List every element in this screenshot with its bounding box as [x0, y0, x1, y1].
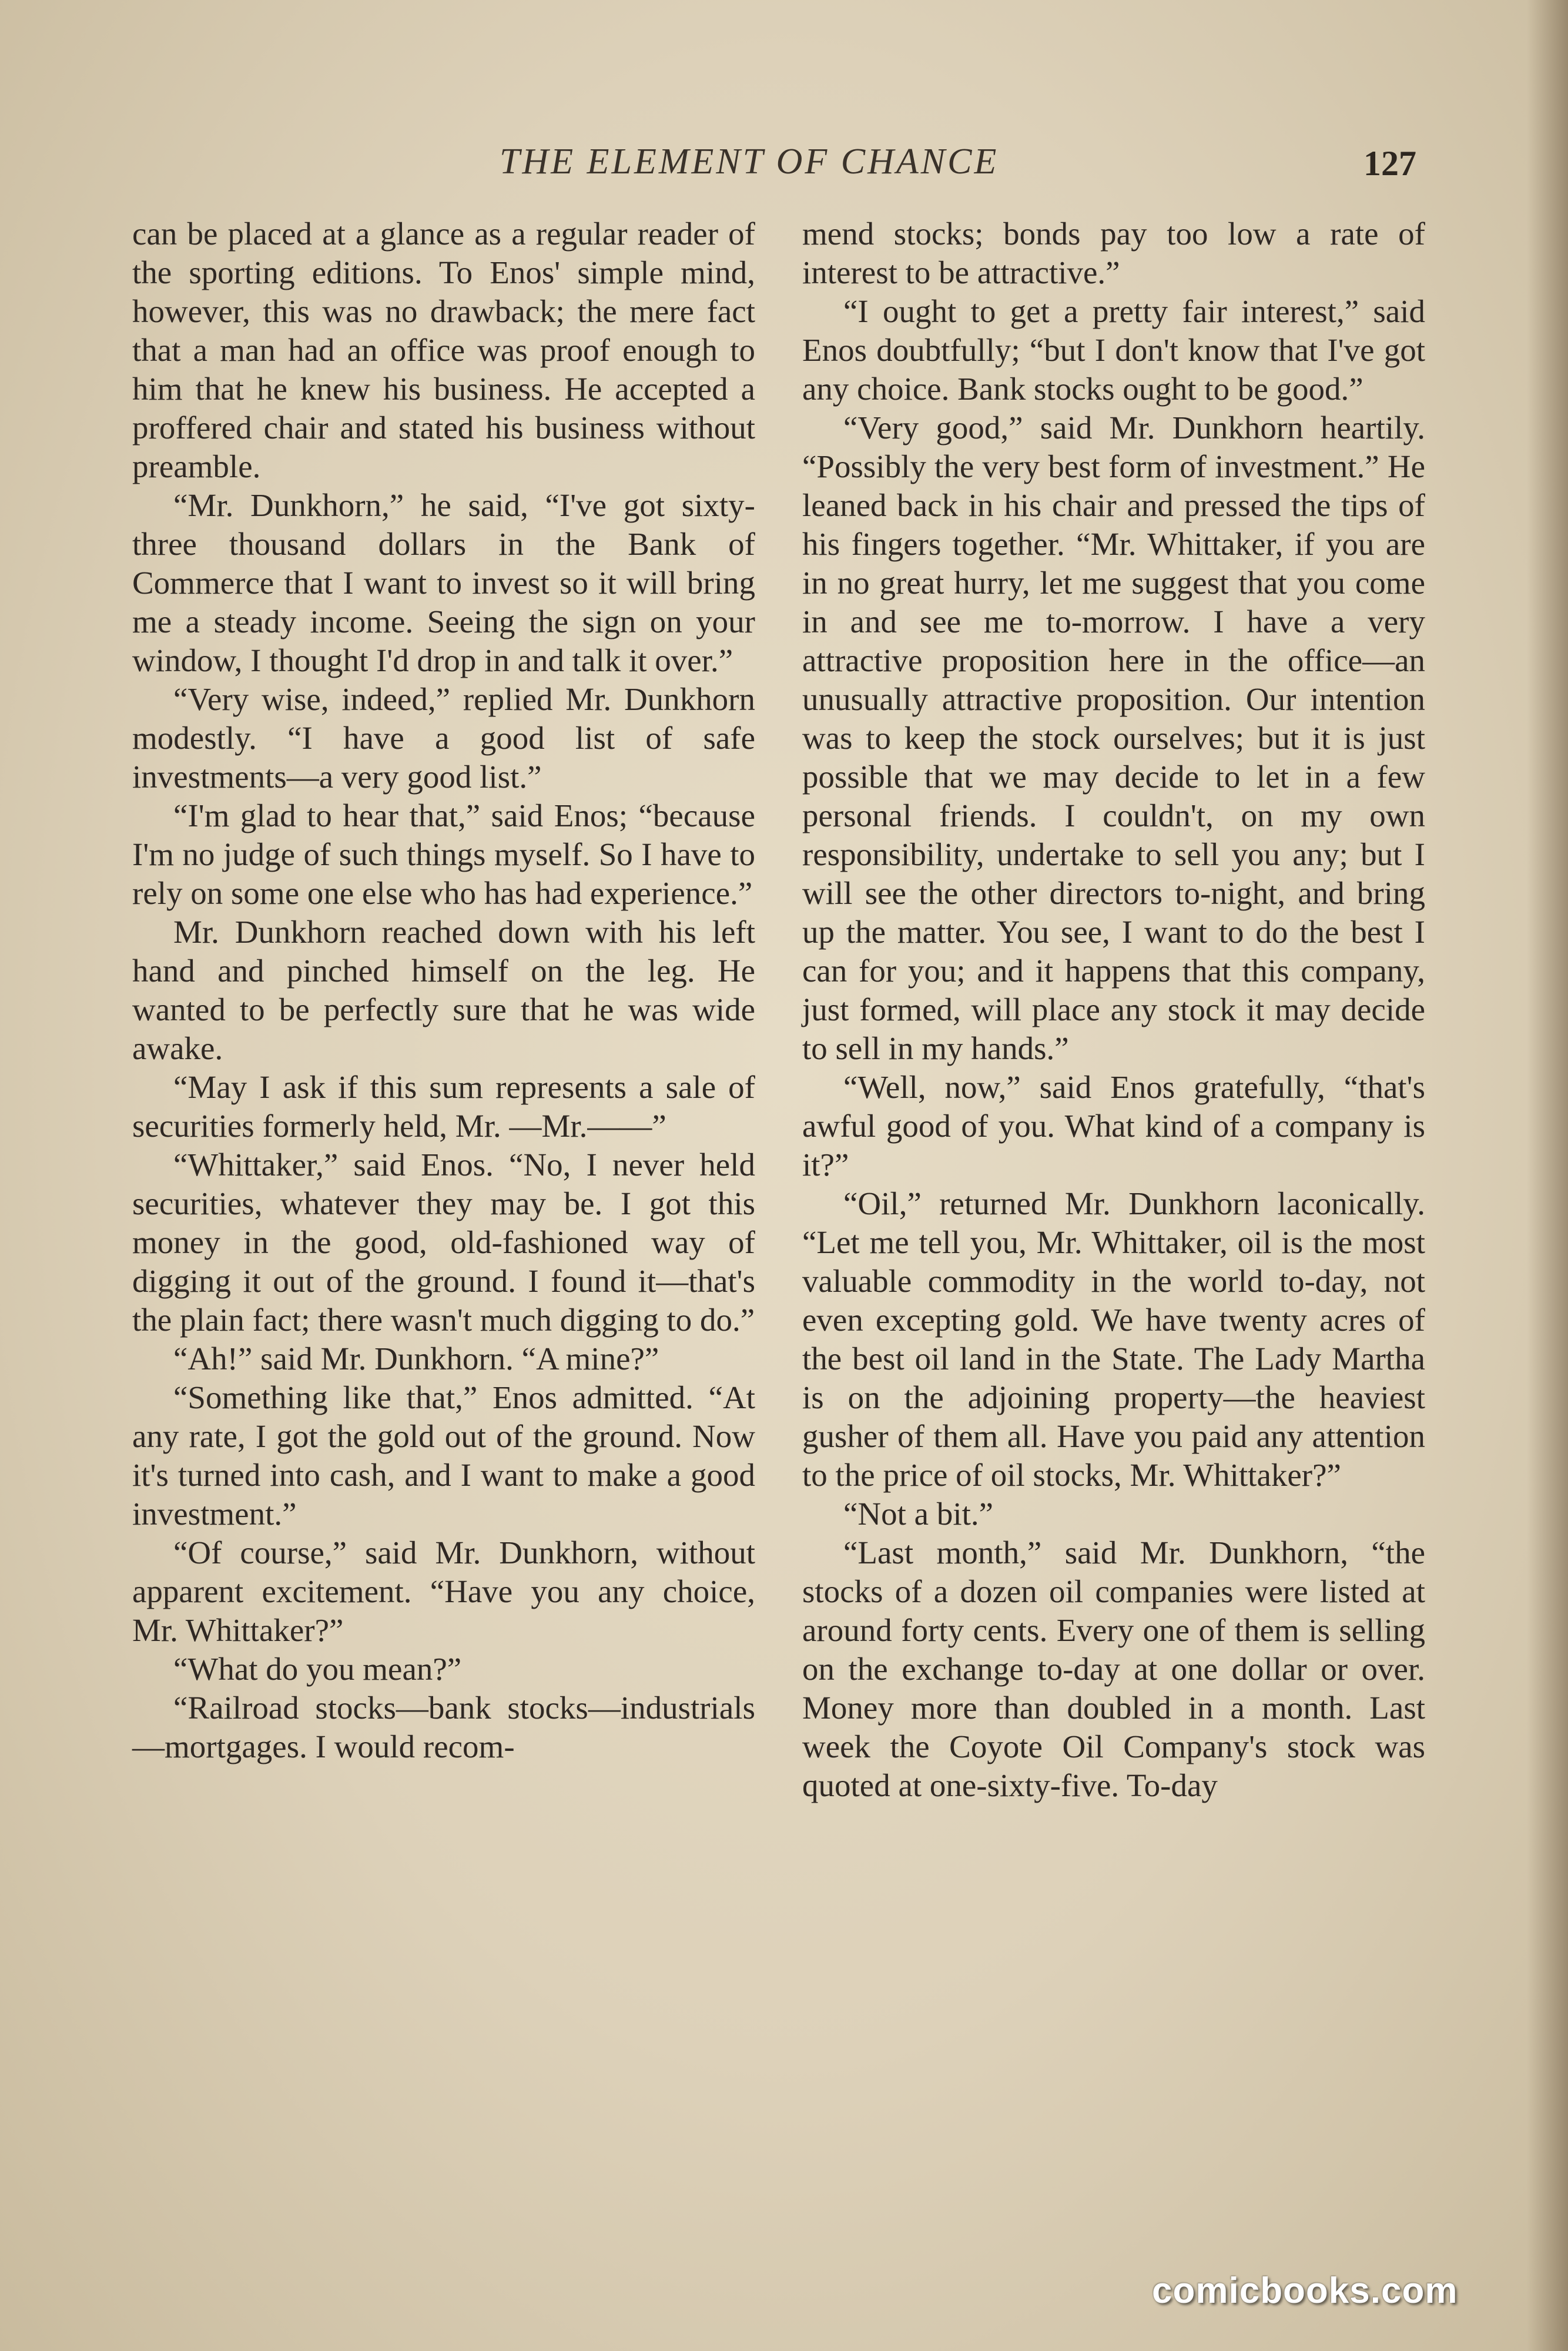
paragraph: “Very wise, indeed,” replied Mr. Dunkhorn modestly. “I have a good list of safe investments—a very good list.” [132, 681, 755, 795]
page-spine-shadow [1527, 0, 1568, 2351]
paragraph: “Very good,” said Mr. Dunkhorn heartily. “Possibly the very best form of investment.” He leaned back in his chair and pressed the tips of his fingers together. “Mr. Whittaker, if you are in no great hurry, let me suggest that you come in and see me to-morrow. I have a very attractive proposition here in the office—an unusually attractive proposition. Our intention was to keep the stock ourselves; but it is just possible that we may decide to let in a few personal friends. I couldn't, on my own responsibility, undertake to sell you any; but I will see the other directors to-night, and bring up the matter. You see, I want to do the best I can for you; and it happens that this company, just formed, will place any stock it may decide to sell in my hands.” [802, 410, 1425, 1066]
paragraph: “I'm glad to hear that,” said Enos; “because I'm no judge of such things myself. So I have to rely on some one else who has had experience.” [132, 798, 755, 911]
page-number: 127 [1363, 144, 1416, 183]
paragraph: “Whittaker,” said Enos. “No, I never held securities, whatever they may be. I got this money in the good, old-fashioned way of digging it out of the ground. I found it—that's the plain fact; there wasn't much digging to do.” [132, 1147, 755, 1338]
running-title: THE ELEMENT OF CHANCE [500, 142, 999, 182]
paragraph: “I ought to get a pretty fair interest,” said Enos doubtfully; “but I don't know that I've got any choice. Bank stocks ought to be good.” [802, 293, 1425, 407]
site-watermark: comicbooks.com [1152, 2270, 1458, 2311]
paragraph: “May I ask if this sum represents a sale of securities formerly held, Mr. —Mr.——” [132, 1069, 755, 1144]
paragraph: “Oil,” returned Mr. Dunkhorn laconically. “Let me tell you, Mr. Whittaker, oil is the most valuable commodity in the world to-day, not even excepting gold. We have twenty acres of the best oil land in the State. The Lady Martha is on the adjoining property—the heaviest gusher of them all. Have you paid any attention to the price of oil stocks, Mr. Whittaker?” [802, 1185, 1425, 1493]
paragraph: “Something like that,” Enos admitted. “At any rate, I got the gold out of the ground. Now it's turned into cash, and I want to make a good investment.” [132, 1379, 755, 1532]
paragraph: “Last month,” said Mr. Dunkhorn, “the stocks of a dozen oil companies were listed at around forty cents. Every one of them is selling on the exchange to-day at one dollar or over. Money more than doubled in a month. Last week the Coyote Oil Company's stock was quoted at one-sixty-five. To-day [802, 1535, 1425, 1803]
paragraph: “Railroad stocks—bank stocks—industrials—mortgages. I would recom- [132, 1690, 755, 1764]
paragraph: “Mr. Dunkhorn,” he said, “I've got sixty-three thousand dollars in the Bank of Commerce that I want to invest so it will bring me a steady income. Seeing the sign on your window, I thought I'd drop in and talk it over.” [132, 487, 755, 678]
running-head [0, 141, 1568, 194]
paragraph: “Well, now,” said Enos gratefully, “that's awful good of you. What kind of a company is it?” [802, 1069, 1425, 1183]
left-text-column [132, 215, 755, 1766]
paragraph: Mr. Dunkhorn reached down with his left hand and pinched himself on the leg. He wanted to be perfectly sure that he was wide awake. [132, 914, 755, 1066]
paragraph: can be placed at a glance as a regular reader of the sporting editions. To Enos' simple mind, however, this was no drawback; the mere fact that a man had an office was proof enough to him that he knew his business. He accepted a proffered chair and stated his business without preamble. [132, 216, 755, 484]
paragraph: “Not a bit.” [843, 1496, 994, 1532]
paragraph: “Of course,” said Mr. Dunkhorn, without apparent excitement. “Have you any choice, Mr. Whittaker?” [132, 1535, 755, 1648]
right-text-column [802, 215, 1425, 1805]
paragraph: mend stocks; bonds pay too low a rate of interest to be attractive.” [802, 216, 1425, 290]
paragraph: “Ah!” said Mr. Dunkhorn. “A mine?” [173, 1341, 659, 1377]
paragraph: “What do you mean?” [173, 1651, 462, 1687]
